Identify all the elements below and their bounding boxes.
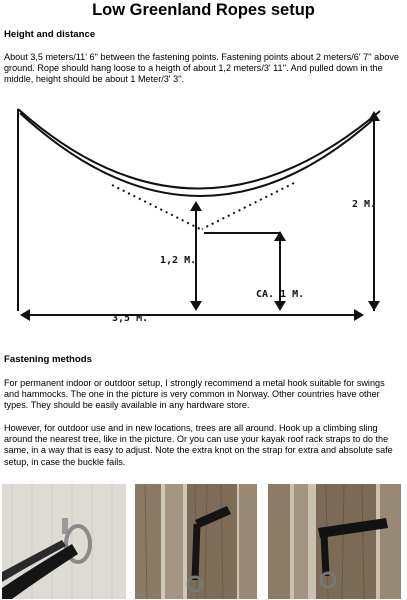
paragraph-height-distance: About 3,5 meters/11' 6'' between the fastening points. Fastening points about 2 meters/6' 7'' above ground. Rope should hang loose to a heigth of about 1,2 meters/3' 11''. And pulled down in the middle, height should be about 1 Meter/3' 3''. [4, 52, 399, 85]
arrow-hang-down [190, 301, 202, 311]
arrow-distance-right [354, 309, 364, 321]
rope-setup-diagram [4, 99, 401, 341]
paragraph-fastening-1: For permanent indoor or outdoor setup, I strongly recommend a metal hook suitable for swings and hammocks. The one in the picture is very common in Norway. Other countries have other types. They should be easily available in any hardware store. [4, 378, 385, 411]
arrow-total-down [368, 301, 380, 311]
label-total-height: 2 M. [352, 199, 377, 210]
photo-strap-knot [268, 484, 401, 599]
label-hang-height: 1,2 M. [160, 255, 197, 266]
label-pulled-height: CA. 1 M. [256, 289, 305, 300]
photo-tree-sling [135, 484, 257, 599]
label-distance: 3,5 M. [112, 313, 149, 324]
page-title: Low Greenland Ropes setup [92, 1, 315, 19]
arrow-distance-left [20, 309, 30, 321]
rope-upper [18, 109, 380, 189]
heading-height-distance: Height and distance [4, 29, 96, 40]
arrow-hang-up [190, 201, 202, 211]
photo-metal-hook [2, 484, 126, 599]
arrow-pulled-down [274, 301, 286, 311]
rope-lower [20, 113, 376, 196]
paragraph-fastening-2: However, for outdoor use and in new locations, trees are all around. Hook up a climbing sling around the nearest tree, like in the picture. Or you can use your kayak roof rack straps to do the same, in a way that is easy to adjust. Note the extra knot on the strap for extra and absolute safe setup, in case the buckle fails. [4, 423, 393, 467]
heading-fastening: Fastening methods [4, 354, 92, 365]
